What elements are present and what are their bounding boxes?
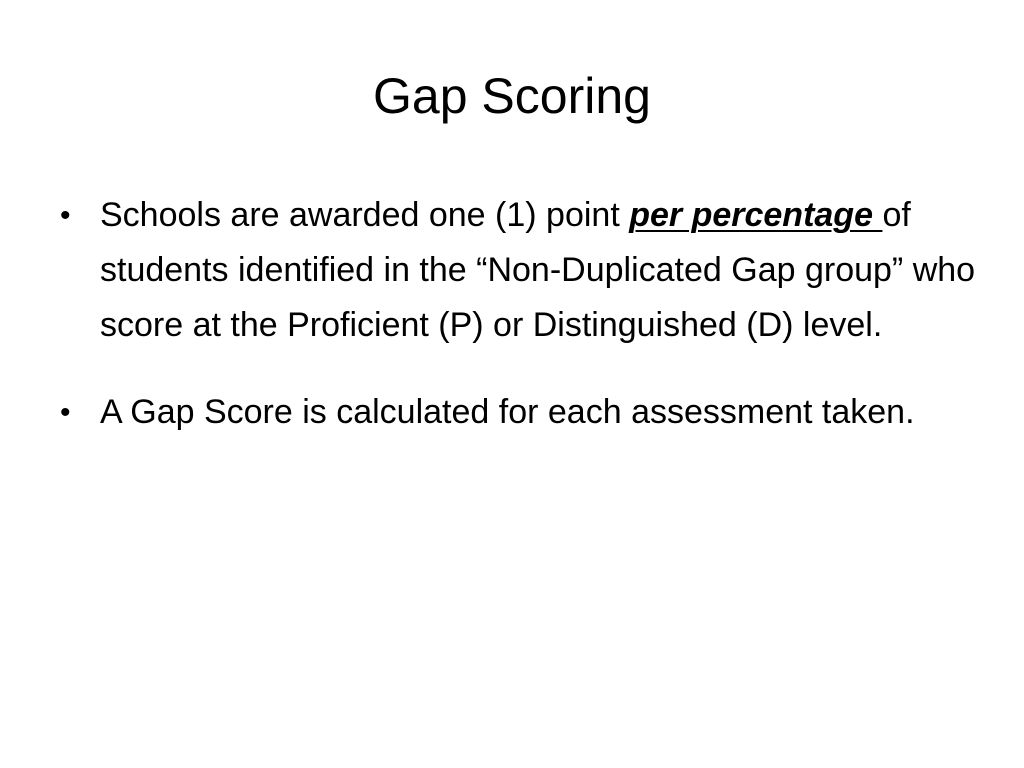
bullet-text: A Gap Score is calculated for each assessment taken. [100, 393, 915, 431]
bullet-text-part: Schools are awarded one (1) point [100, 196, 630, 234]
bullet-marker: • [60, 396, 71, 429]
emphasized-text: per percentage [629, 196, 883, 234]
bullet-marker: • [60, 199, 71, 232]
slide-title: Gap Scoring [373, 68, 651, 124]
bullet-list [56, 188, 976, 472]
bullet-text-part: of students identified in the “Non-Duplicated Gap group” who score at the Proficient (P) or Distinguished (D) level. [100, 196, 976, 344]
bullet-item-awarded-points [56, 188, 976, 353]
bullet-item-gap-score [56, 385, 976, 440]
